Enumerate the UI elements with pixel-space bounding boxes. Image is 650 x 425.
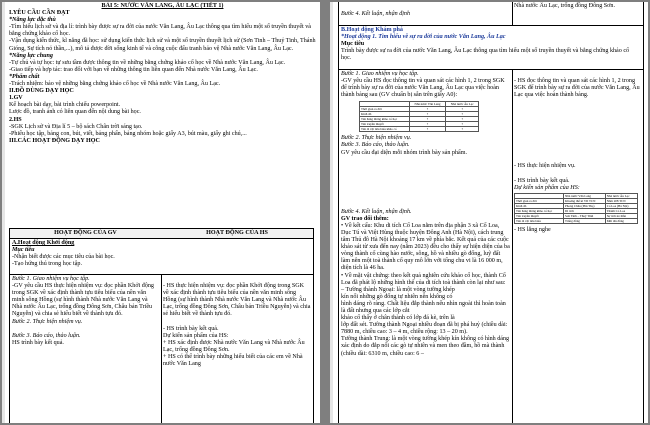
task-table-cell: ? [409, 127, 446, 132]
paragraph: - HS trình bày kết quả. [514, 177, 570, 184]
paragraph: - HS thực hiện nhiệm vụ. [514, 163, 576, 170]
step-label: Bước 4. Kết luận, nhận định. [341, 208, 412, 215]
paragraph: -Vận dụng kiến thức, kĩ năng đã học: sử dụng kiến thức lịch sử và một số truyền thuyết lịch sử (Sơn Tinh – Thuỷ Tinh, Thánh Gióng, Sự tích nỏ thần,...), mô tả được đời sống kinh tế và công cuộc đấu tranh bảo vệ Nhà nước Văn Lang, Âu Lạc. [9, 38, 316, 52]
paragraph: hình dáng rõ ràng. Chất liệu đắp thành nếu nhìn ngoài thì hoàn toàn là đất nhưng qua các lớp cắt [341, 300, 506, 314]
task-table-cell: Tên truyền thuyết [360, 122, 410, 127]
task-table-cell: Kinh đô [360, 112, 410, 117]
paragraph: GV yêu cầu đại diện mỗi nhóm trình bày sản phẩm. [341, 149, 467, 156]
task-table-cell: ? [409, 112, 446, 117]
sub-heading: GV trao đổi thêm: [341, 215, 389, 222]
activity-table [9, 228, 314, 423]
paragraph: kín nối những gò đống tự nhiên nên không có [341, 293, 453, 300]
paragraph: HS trình bày kết quả. [12, 339, 64, 346]
paragraph: Lược đồ, tranh ảnh có liên quan đến nội dung bài học. [9, 109, 141, 116]
task-table-cell: ? [409, 107, 446, 112]
activity-title: B.Hoạt động Khám phá [341, 27, 403, 33]
task-table-cell: ? [446, 107, 479, 112]
paragraph: -Giao tiếp và hợp tác: trao đổi với bạn về những thông tin liên quan đến Nhà nước Văn Lang, Âu Lạc. [9, 66, 258, 73]
task-table-cell: Thời gian ra đời [360, 107, 410, 112]
step-label: Bước 1. Giao nhiệm vụ học tập. [12, 276, 90, 282]
expected-table-cell: Sự tích nỏ thần [605, 213, 637, 218]
expected-table [514, 193, 638, 224]
task-table-cell: ? [409, 122, 446, 127]
task-table-cell: ? [446, 122, 479, 127]
section-heading: II.ĐỒ DÙNG DẠY HỌC [9, 88, 74, 95]
paragraph: -Tìm hiểu lịch sử và địa lí: trình bày được sự ra đời của nước Văn Lang, Âu Lạc thông qua tìm hiểu một số truyền thuyết và bằng chứng khảo cổ học. [9, 24, 311, 38]
expected-table-header: Nhà nước Văn Lang [564, 193, 606, 198]
expected-table-cell: Sơn Tinh – Thuỷ Tinh [564, 213, 606, 218]
paragraph: - HS thực hiện nhiệm vụ: đọc phần Khởi động trong SGK về xác định thành tựu tiêu biểu của nền văn minh sông Hồng (sự hình thành Nhà nước Văn Lang và Nhà nước Âu Lạc, trống đồng Đông Sơn, Châu bản Triều Nguyễn) và chia sẻ hiểu biết về thành tựu đó. [163, 283, 311, 318]
expected-table-cell: Năm 208 TCN [605, 198, 637, 203]
sub-heading: 1.GV [9, 95, 23, 102]
sub-heading: *Năng lực đặc thù [9, 17, 56, 24]
page-margin-bar [330, 2, 333, 423]
expected-table-cell: Khoảng thế kỉ VII TCN [564, 198, 606, 203]
sub-heading: 2.HS [9, 116, 22, 123]
task-table-cell: ? [446, 112, 479, 117]
hs-column-cell [512, 69, 643, 423]
paragraph: -Tạo hứng thú trong học tập. [12, 261, 82, 268]
task-table [359, 101, 479, 132]
task-table-cell: ? [446, 117, 479, 122]
task-table-header: Nhà nước Âu Lạc [446, 102, 479, 107]
gv-column-cell [339, 69, 513, 423]
expected-table-cell: Phong Châu (Phú Thọ) [564, 203, 606, 208]
sub-heading: *Năng lực chung [9, 52, 53, 59]
step-label: Bước 2. Thực hiện nhiệm vụ. [12, 318, 83, 325]
task-table-cell: Tên di vật tiêu biểu khảo cổ [360, 127, 410, 132]
paragraph: -SGK Lịch sử và Địa lí 5 – bộ sách Chân trời sáng tạo. [9, 123, 143, 130]
expected-table-cell: Thời gian ra đời [515, 198, 564, 203]
paragraph: Kế hoạch bài dạy, bài trình chiếu powerpoint. [9, 102, 121, 109]
paragraph: + HS xác định được Nhà nước Văn Lang và Nhà nước Âu Lạc, trống đồng Đông Sơn. [163, 339, 305, 353]
section-heading: III.CÁC HOẠT ĐỘNG DẠY HỌC [9, 137, 100, 144]
paragraph: -Nhận biết được các mục tiêu của bài học. [12, 254, 115, 261]
expected-table-cell: Mũi tên đồng [605, 218, 637, 223]
activity-title: A.Hoạt động Khởi động [12, 240, 75, 246]
step-label: Bước 4. Kết luận, nhận định [341, 11, 411, 17]
expected-table-header: Nhà nước Âu Lạc [605, 193, 637, 198]
paragraph: -Trách nhiệm: bảo vệ những bằng chứng khảo cổ học về Nhà nước Văn Lang, Âu Lạc. [9, 81, 221, 88]
paragraph: lớp đất sét. Tường thành Ngoại nhiều đoạn đã bị phá huỷ (chiều dài: 7880 m, chiều cao: 3 – 4 m, chiều rộng: 13 – 20 m). [341, 322, 508, 336]
goal-heading: Mục tiêu [12, 247, 35, 254]
expected-table-cell: Di tích [564, 208, 606, 213]
hs-column-cell [161, 274, 313, 423]
paragraph: - HS lắng nghe [514, 226, 551, 233]
hs-column-cell [512, 2, 643, 26]
lesson-title: BÀI 5: NƯỚC VĂN LANG, ÂU LẠC (TIẾT 1) [101, 3, 224, 9]
task-table-cell: ? [446, 127, 479, 132]
paragraph: Trình bày được sự ra đời của nước Văn Lang, Âu Lạc thông qua tìm hiểu một số truyền thuyết và bằng chứng khảo cổ học. [341, 48, 630, 62]
gv-column-cell [10, 274, 162, 423]
paragraph: Tường thành Trung: là một vòng tường khép kín không có hình dáng xác định do đắp nối các gò tự nhiên và men theo đầm, hồ mà thành (chiều dài: 6310 m, chiều cao: 6 – [341, 336, 510, 357]
paragraph: - HS trình bày kết quả. [163, 325, 219, 332]
sub-heading: *Phẩm chất [9, 73, 40, 80]
gv-column-cell [339, 2, 513, 26]
sub-heading: Dự kiến sản phẩm của HS: [514, 184, 580, 191]
expected-table-cell: Tên truyền thuyết [515, 213, 564, 218]
paragraph: • Về kết cấu: Khu di tích Cổ Loa nằm trên địa phận 3 xã Cổ Loa, Dục Tú và Việt Hùng thuộc huyện Đông Anh (Hà Nội), cách trung tâm Thủ đô Hà Nội khoảng 17 km về phía bắc. Kết quả của các cuộc khảo sát từ xưa đến nay (năm 2023) đều cho thấy sự hiện diện của ba vòng thành cổ cùng hào nước, sông, hồ và nhiều gò đống, luỹ đất làm nên một toà thành cổ quy mô lớn với tổng chu vi là 16 000 m, diện tích là 46 ha. [341, 222, 510, 272]
step-label: Bước 3. Báo cáo, thảo luận. [12, 332, 81, 339]
step-label: Bước 1. Giao nhiệm vụ học tập. [341, 71, 419, 77]
page-margin-bar [2, 2, 5, 423]
section-heading: I.YÊU CẦU CẦN ĐẠT [9, 10, 70, 17]
goal-heading: Mục tiêu [341, 41, 365, 48]
paragraph: - HS đọc thông tin và quan sát các hình 1, 2 trong SGK để trình bày sự ra đời của nước Văn Lang, Âu Lạc qua việc hoàn thành bảng. [514, 78, 640, 99]
expected-table-cell: Cổ Loa (Hà Nội) [605, 203, 637, 208]
paragraph: khảo cổ thấy ở chân thành có lớp đá kè, trên là [341, 315, 455, 322]
document-page-left [2, 2, 320, 423]
expected-table-cell: Trống đồng [564, 218, 606, 223]
paragraph: -GV yêu cầu HS đọc thông tin và quan sát các hình 1, 2 trong SGK để trình bày sự ra đời của nước Văn Lang, Âu Lạc qua việc hoàn thành bảng sau (GV chuẩn bị sẵn trên giấy A0): [341, 78, 505, 99]
paragraph: Nhà nước Âu Lạc, trống đồng Đông Sơn. [514, 3, 615, 9]
task-table-cell: ? [409, 117, 446, 122]
expected-table-cell: Kinh đô [515, 203, 564, 208]
step-label: Bước 2. Thực hiện nhiệm vụ. [341, 135, 412, 142]
table-header-gv: HOẠT ĐỘNG CỦA GV [10, 229, 162, 239]
task-table-cell: Tên hàng thông khảo cổ học [360, 117, 410, 122]
paragraph: -Phiếu học tập, bảng con, bút, viết, bảng phấn, bảng nhóm hoặc giấy A3, bút màu, giấy ghi chú,... [9, 130, 247, 137]
task-table-header: Nhà nước Văn Lang [409, 102, 446, 107]
paragraph: -GV yêu cầu HS thực hiện nhiệm vụ: đọc phần Khởi động trong SGK về xác định thành tựu tiêu biểu của nền văn minh sông Hồng (sự hình thành Nhà nước Văn Lang và Nhà nước Âu Lạc, trống đồng Đông Sơn, Châu bản Triều Nguyễn) và chia sẻ hiểu biết về thành tựu đó. [12, 283, 154, 318]
document-page-right [330, 2, 648, 423]
activity-table-continued [338, 2, 644, 423]
step-label: Bước 3. Báo cáo, thảo luận. [341, 142, 410, 149]
expected-table-cell: Thành Cổ Loa [605, 208, 637, 213]
expected-table-cell: Tên hàng thông khảo cổ học [515, 208, 564, 213]
paragraph: Dự kiến sản phẩm của HS: [163, 332, 229, 339]
activity-subtitle: *Hoạt động 1. Tìm hiểu về sự ra đời của nước Văn Lang, Âu Lạc [341, 34, 506, 41]
paragraph: • Về mặt vật chứng: theo kết quả nghiên cứu khảo cổ học, thành Cổ Loa đã phát lộ những hình thể của di tích toà thành còn lại như sau: – Tường thành Ngoại: là một vòng tường khép [341, 272, 506, 293]
table-header-hs: HOẠT ĐỘNG CỦA HS [161, 229, 313, 239]
expected-table-cell: Tên di vật tiêu biểu [515, 218, 564, 223]
paragraph: -Tự chủ và tự học: tự sưu tầm được thông tin về những bằng chứng khảo cổ học về Nhà nước Văn Lang, Âu Lạc. [9, 59, 286, 66]
paragraph: + HS có thể trình bày những hiểu biết của các em về Nhà nước Văn Lang [163, 354, 303, 368]
